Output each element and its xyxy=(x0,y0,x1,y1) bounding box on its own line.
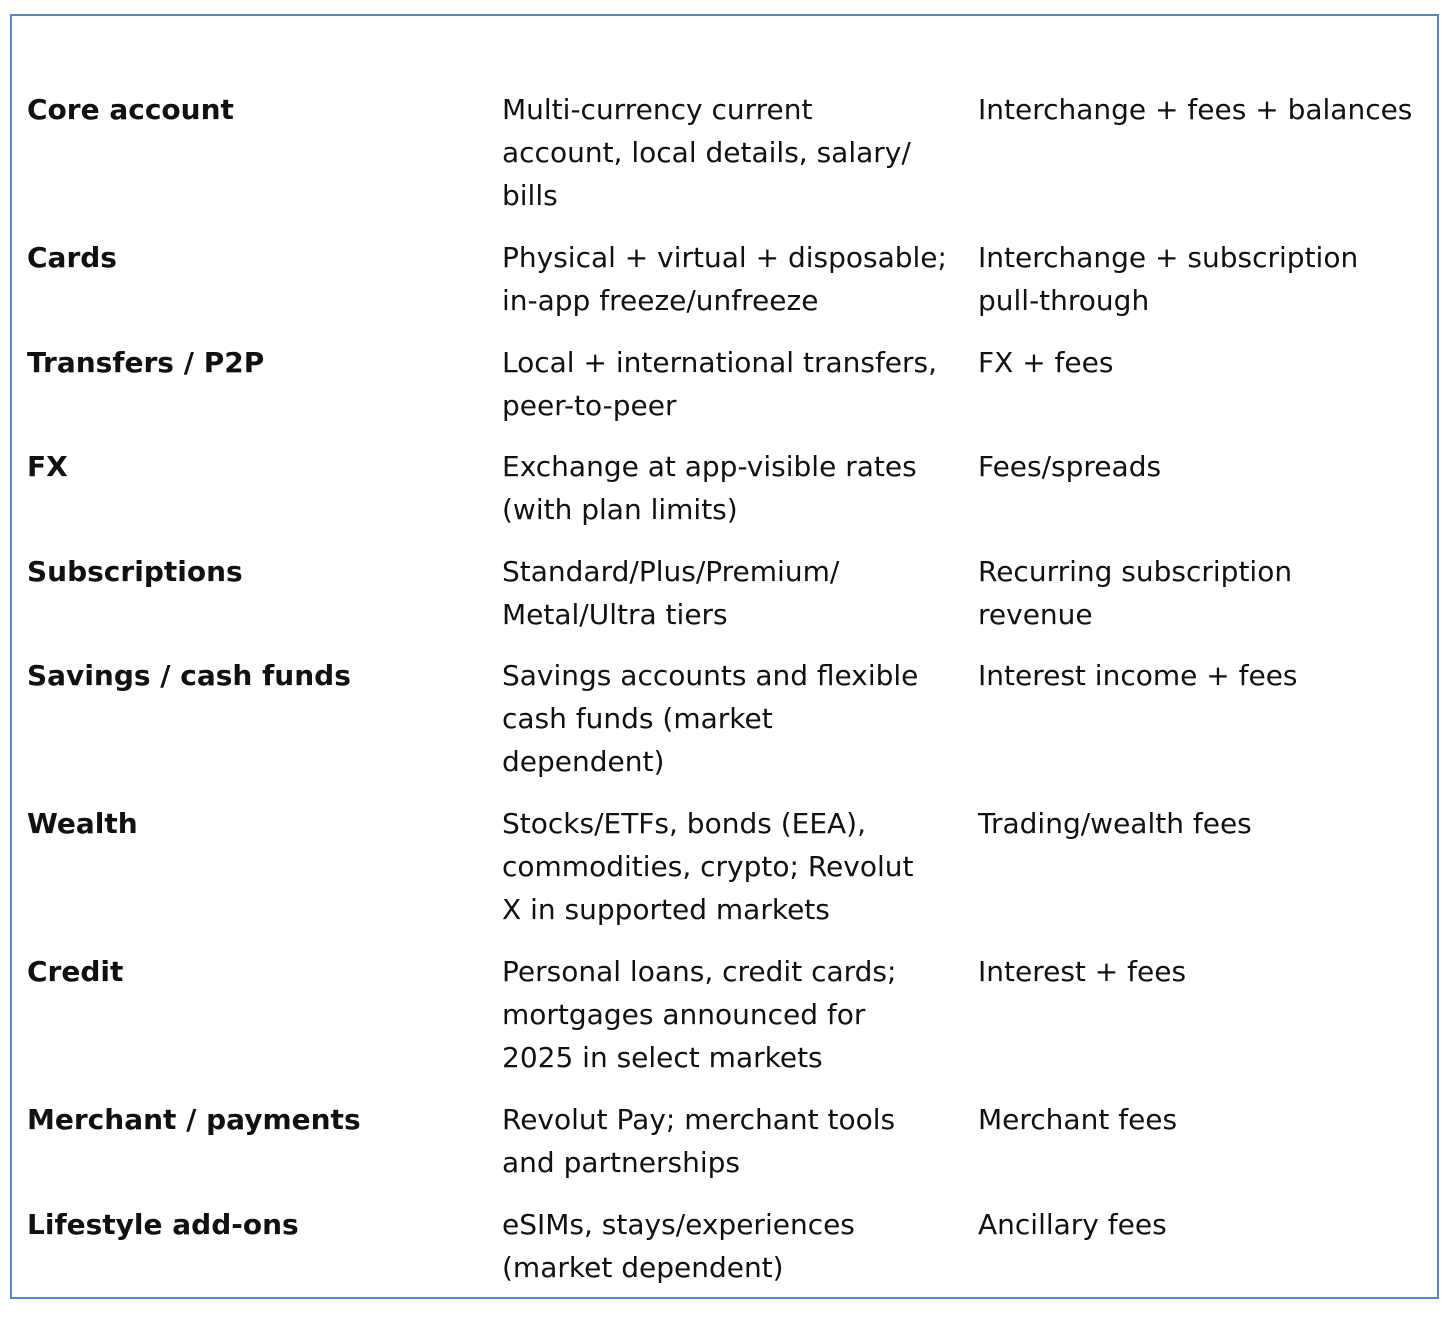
offering-line: commodities, crypto; Revolut xyxy=(502,850,914,883)
offering-cell xyxy=(502,236,947,322)
category-cell: Subscriptions xyxy=(27,555,243,588)
category-cell: Credit xyxy=(27,955,124,988)
offering-line: dependent) xyxy=(502,745,665,778)
offering-cell xyxy=(502,88,911,217)
offering-line: in-app freeze/unfreeze xyxy=(502,284,819,317)
offering-cell xyxy=(502,1203,855,1289)
offering-line: (with plan limits) xyxy=(502,493,738,526)
revenue-cell xyxy=(978,88,1412,131)
offering-line: Metal/Ultra tiers xyxy=(502,598,728,631)
offering-line: cash funds (market xyxy=(502,702,773,735)
offering-cell xyxy=(502,950,896,1079)
revenue-line: Interchange + fees + balances xyxy=(978,93,1413,126)
revenue-line: pull-through xyxy=(978,284,1150,317)
offering-cell xyxy=(502,341,937,427)
category-cell: Wealth xyxy=(27,807,138,840)
revenue-cell xyxy=(978,802,1252,845)
offering-cell xyxy=(502,550,839,636)
offering-line: bills xyxy=(502,179,558,212)
revenue-cell xyxy=(978,654,1298,697)
revenue-line: FX + fees xyxy=(978,346,1114,379)
product-table xyxy=(10,14,1439,1299)
offering-line: account, local details, salary/ xyxy=(502,136,911,169)
offering-line: 2025 in select markets xyxy=(502,1041,823,1074)
revenue-line: Fees/spreads xyxy=(978,450,1162,483)
offering-line: Physical + virtual + disposable; xyxy=(502,241,947,274)
offering-line: peer-to-peer xyxy=(502,389,677,422)
revenue-line: Merchant fees xyxy=(978,1103,1178,1136)
category-cell: Savings / cash funds xyxy=(27,659,351,692)
category-cell: Cards xyxy=(27,241,117,274)
revenue-line: revenue xyxy=(978,598,1093,631)
offering-line: Personal loans, credit cards; xyxy=(502,955,897,988)
revenue-line: Interest + fees xyxy=(978,955,1187,988)
offering-line: Stocks/ETFs, bonds (EEA), xyxy=(502,807,866,840)
offering-line: Savings accounts and flexible xyxy=(502,659,919,692)
offering-line: Standard/Plus/Premium/ xyxy=(502,555,840,588)
revenue-cell xyxy=(978,950,1186,993)
offering-cell xyxy=(502,654,918,783)
revenue-line: Ancillary fees xyxy=(978,1208,1167,1241)
offering-line: mortgages announced for xyxy=(502,998,866,1031)
revenue-cell xyxy=(978,1098,1177,1141)
category-cell: Merchant / payments xyxy=(27,1103,361,1136)
offering-line: Multi-currency current xyxy=(502,93,813,126)
offering-line: eSIMs, stays/experiences xyxy=(502,1208,855,1241)
revenue-cell xyxy=(978,341,1113,384)
category-cell: Transfers / P2P xyxy=(27,346,265,379)
revenue-cell xyxy=(978,1203,1167,1246)
revenue-cell xyxy=(978,550,1292,636)
offering-line: Exchange at app-visible rates xyxy=(502,450,917,483)
revenue-line: Interchange + subscription xyxy=(978,241,1359,274)
offering-cell xyxy=(502,445,917,531)
revenue-cell xyxy=(978,445,1161,488)
revenue-line: Trading/wealth fees xyxy=(978,807,1252,840)
offering-cell xyxy=(502,1098,895,1184)
offering-cell xyxy=(502,802,913,931)
revenue-line: Interest income + fees xyxy=(978,659,1298,692)
category-cell: Lifestyle add-ons xyxy=(27,1208,299,1241)
offering-line: X in supported markets xyxy=(502,893,830,926)
offering-line: (market dependent) xyxy=(502,1251,784,1284)
revenue-cell xyxy=(978,236,1358,322)
offering-line: and partnerships xyxy=(502,1146,740,1179)
category-cell: FX xyxy=(27,450,68,483)
offering-line: Local + international transfers, xyxy=(502,346,938,379)
revenue-line: Recurring subscription xyxy=(978,555,1293,588)
offering-line: Revolut Pay; merchant tools xyxy=(502,1103,896,1136)
category-cell: Core account xyxy=(27,93,234,126)
